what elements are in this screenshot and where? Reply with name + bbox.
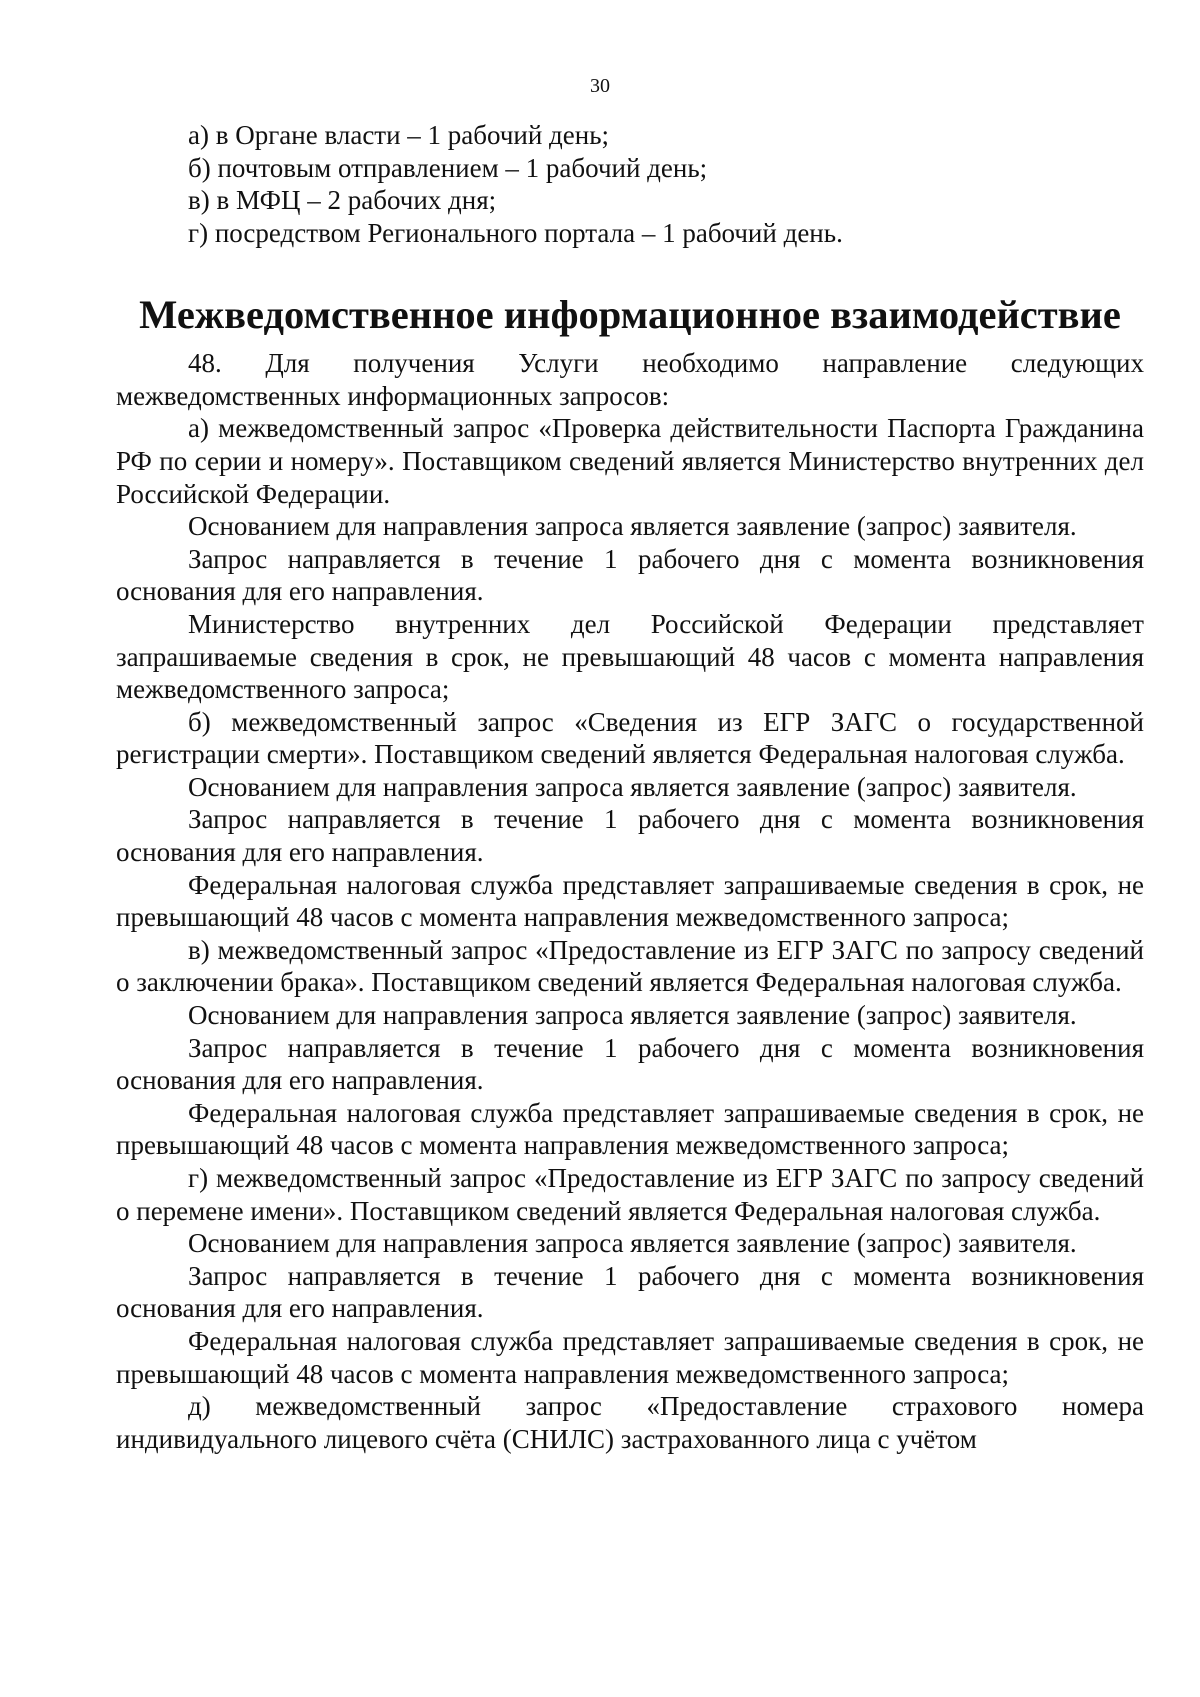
paragraph: Федеральная налоговая служба представляет запрашиваемые сведения в срок, не превышающий 48 часов с момента направления межведомственного запроса; — [116, 1097, 1144, 1161]
paragraph: Запрос направляется в течение 1 рабочего дня с момента возникновения основания для его направления. — [116, 543, 1144, 607]
paragraph: Запрос направляется в течение 1 рабочего дня с момента возникновения основания для его направления. — [116, 804, 1144, 868]
section-heading: Межведомственное информационное взаимодействие — [139, 291, 1121, 337]
paragraph: б) межведомственный запрос «Сведения из ЕГР ЗАГС о государственной регистрации смерти». Поставщиком сведений является Федеральная налоговая служба. — [116, 706, 1144, 770]
paragraph: а) межведомственный запрос «Проверка действительности Паспорта Гражданина РФ по серии и номеру». Поставщиком сведений является Министерство внутренних дел Российской Федерации. — [116, 413, 1144, 509]
paragraph: Основанием для направления запроса является заявление (запрос) заявителя. — [188, 771, 1077, 802]
paragraph: Федеральная налоговая служба представляет запрашиваемые сведения в срок, не превышающий 48 часов с момента направления межведомственного запроса; — [116, 1325, 1144, 1389]
paragraph: г) межведомственный запрос «Предоставление из ЕГР ЗАГС по запросу сведений о перемене имени». Поставщиком сведений является Федеральная налоговая служба. — [116, 1163, 1144, 1226]
paragraph: Федеральная налоговая служба представляет запрашиваемые сведения в срок, не превышающий 48 часов с момента направления межведомственного запроса; — [116, 869, 1144, 933]
list-item: б) почтовым отправлением – 1 рабочий день; — [188, 152, 708, 183]
paragraph: Основанием для направления запроса является заявление (запрос) заявителя. — [188, 511, 1077, 542]
list-item: а) в Органе власти – 1 рабочий день; — [188, 120, 610, 150]
paragraph: Основанием для направления запроса является заявление (запрос) заявителя. — [188, 1000, 1077, 1031]
paragraph: Основанием для направления запроса является заявление (запрос) заявителя. — [188, 1228, 1077, 1259]
paragraph: Запрос направляется в течение 1 рабочего дня с момента возникновения основания для его направления. — [116, 1260, 1144, 1324]
list-item: в) в МФЦ – 2 рабочих дня; — [188, 185, 497, 216]
paragraph: в) межведомственный запрос «Предоставление из ЕГР ЗАГС по запросу сведений о заключении брака». Поставщиком сведений является Федеральная налоговая служба. — [116, 934, 1144, 998]
paragraph: 48. Для получения Услуги необходимо направление следующих межведомственных информационных запросов: — [116, 348, 1144, 411]
document-body — [116, 119, 1144, 1455]
paragraph: д) межведомственный запрос «Предоставление страхового номера индивидуального лицевого счёта (СНИЛС) застрахованного лица с учётом — [116, 1391, 1144, 1454]
page-number: 30 — [590, 75, 610, 97]
list-item: г) посредством Регионального портала – 1 рабочий день. — [188, 217, 843, 248]
paragraph: Запрос направляется в течение 1 рабочего дня с момента возникновения основания для его направления. — [116, 1032, 1144, 1096]
paragraph: Министерство внутренних дел Российской Федерации представляет запрашиваемые сведения в срок, не превышающий 48 часов с момента направления межведомственного запроса; — [116, 608, 1144, 705]
